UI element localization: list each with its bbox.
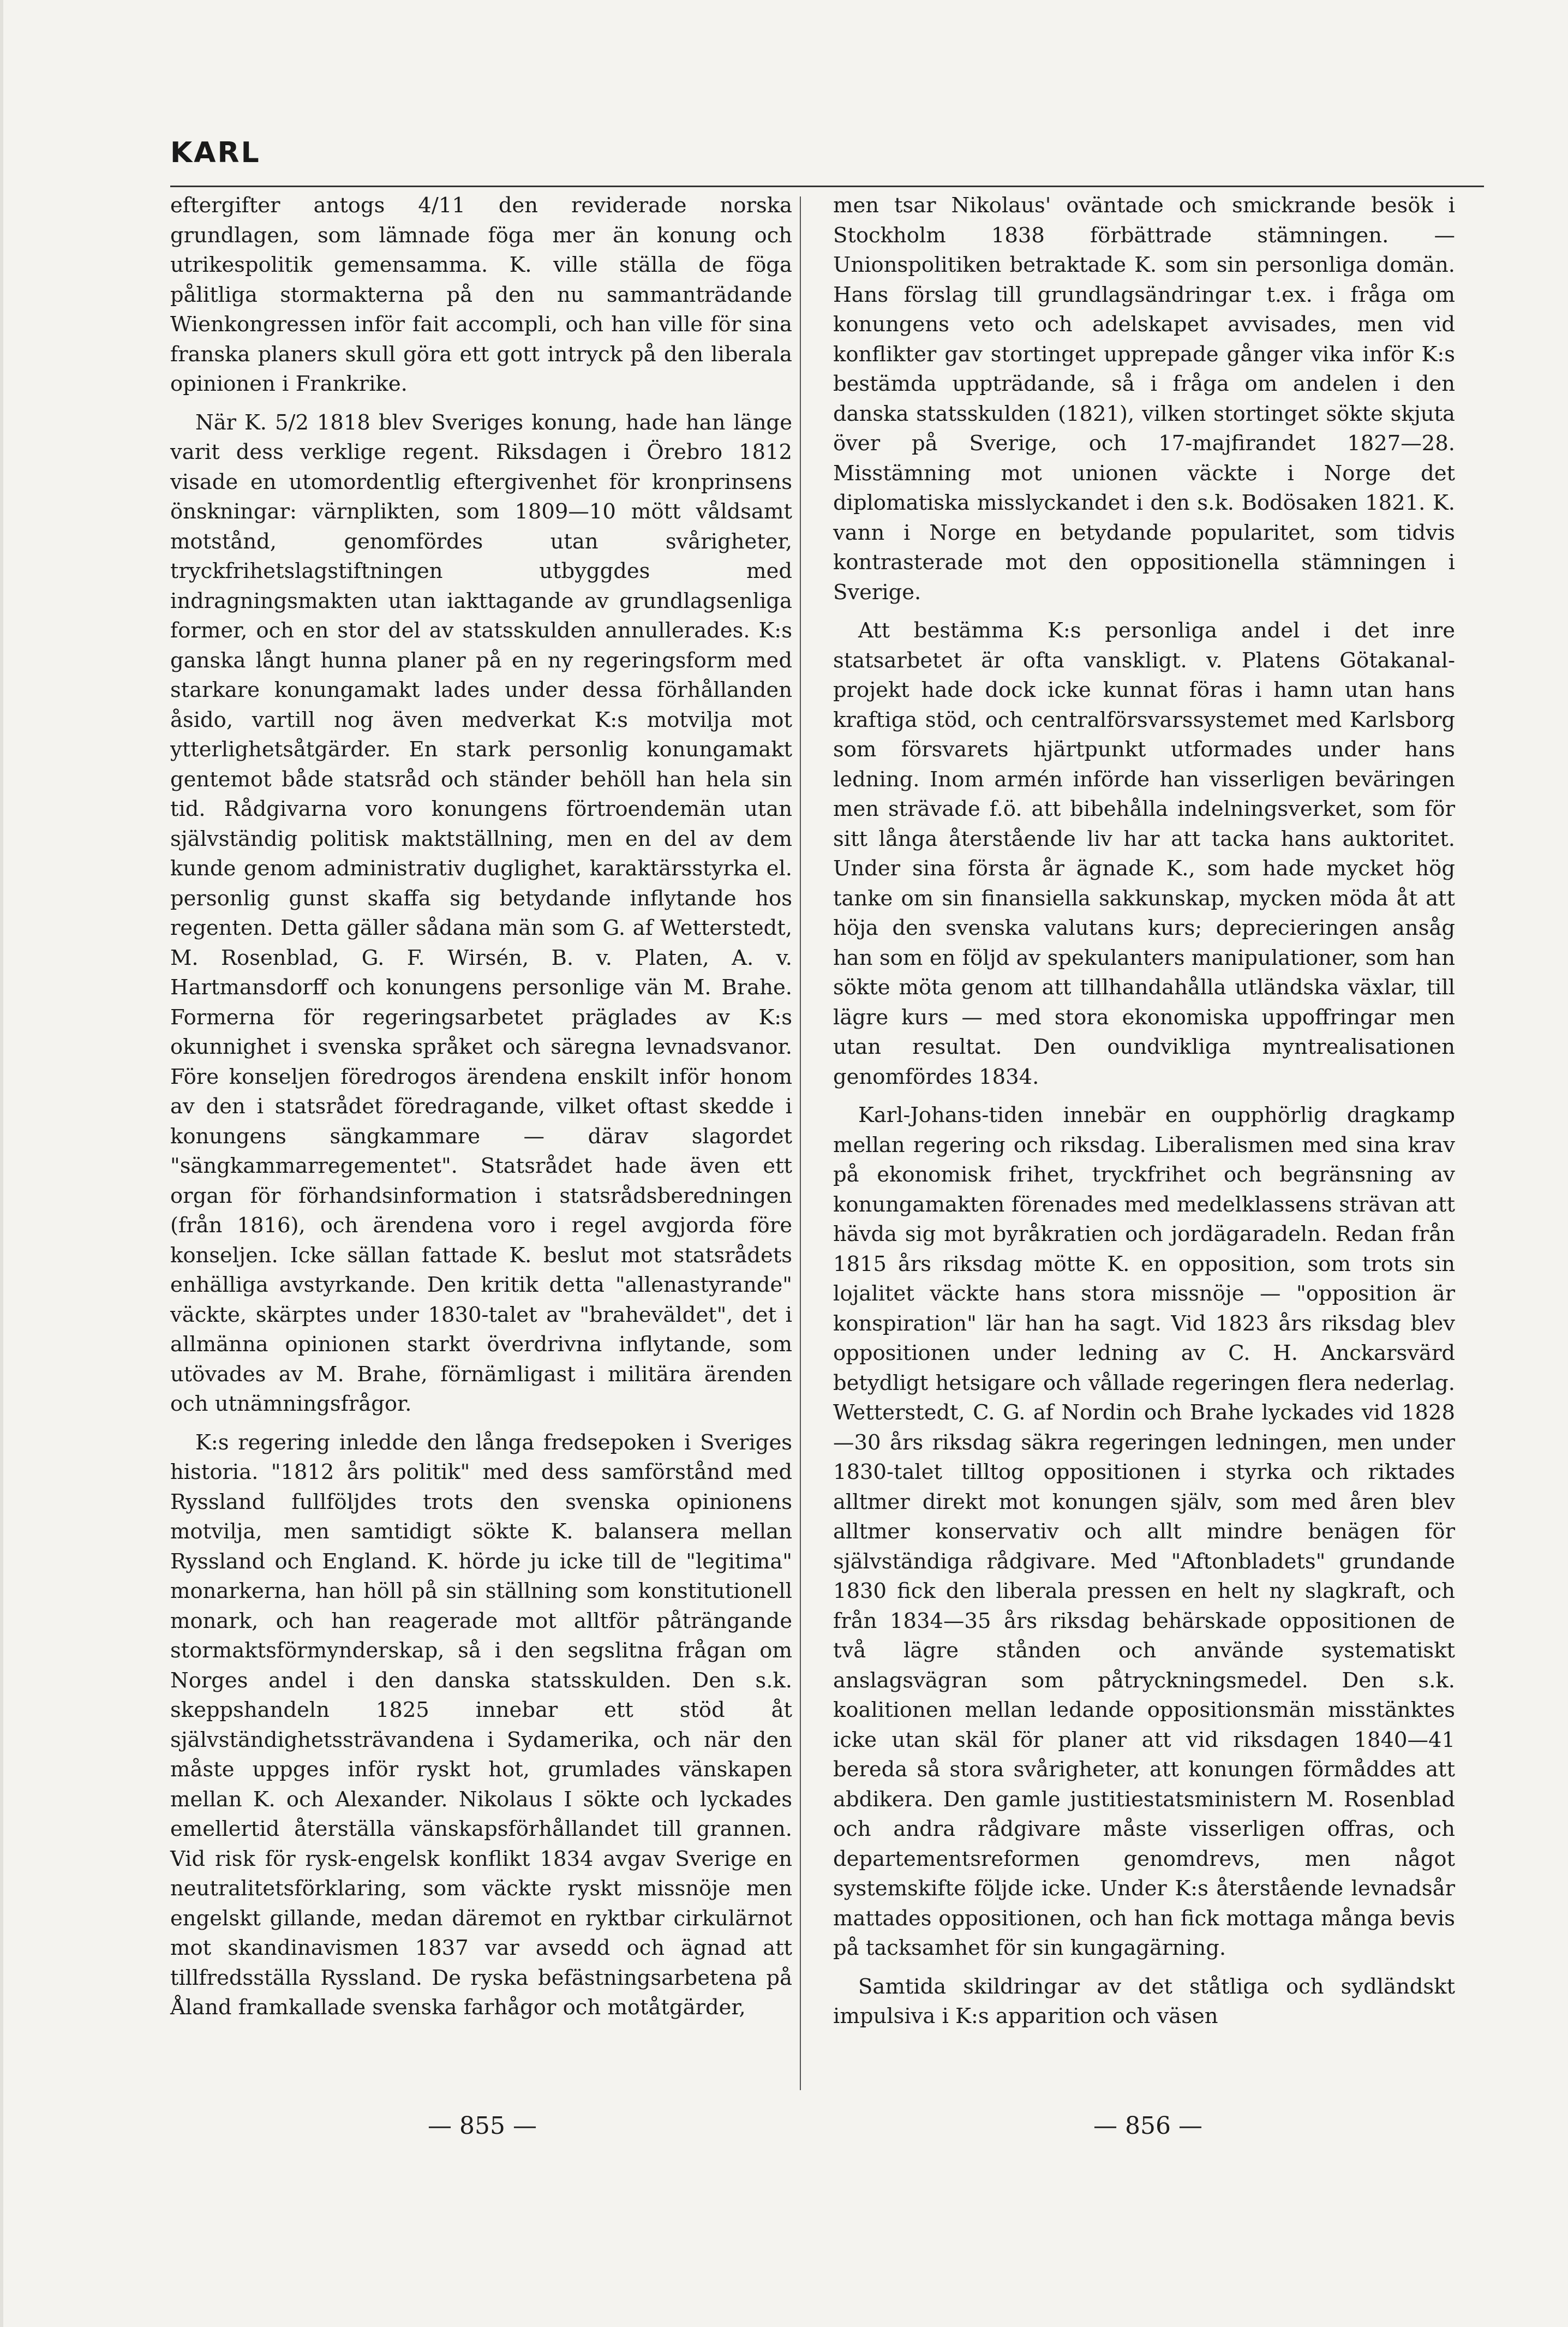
paragraph: När K. 5/2 1818 blev Sveriges konung, hade han länge varit dess verklige regent. Riksdagen i Örebro 1812 visade en utomordentlig eftergivenhet för kronprinsens önskningar: värnplikten, som 1809—10 mött våldsamt motstånd, genomfördes utan svårigheter, tryckfrihetslagstiftningen utbyggdes med indragningsmakten utan iakttagande av grundlagsenliga former, och en stor del av statsskulden annullerades. K:s ganska långt hunna planer på en ny regeringsform med starkare konungamakt lades under dessa förhållanden åsido, vartill nog även medverkat K:s motvilja mot ytterlighetsåtgärder. En stark personlig konungamakt gentemot både statsråd och ständer behöll han hela sin tid. Rådgivarna voro konungens förtroendemän utan självständig politisk maktställning, men en del av dem kunde genom administrativ duglighet, karaktärsstyrka el. personlig gunst skaffa sig betydande inflytande hos regenten. Detta gäller sådana män som G. af Wetterstedt, M. Rosenblad, G. F. Wirsén, B. v. Platen, A. v. Hartmansdorff och konungens personlige vän M. Brahe. Formerna för regeringsarbetet präglades av K:s okunnighet i svenska språket och säregna levnadsvanor. Före konseljen föredrogos ärendena enskilt inför honom av den i statsrådet föredragande, vilket oftast skedde i konungens sängkammare — därav slagordet "sängkammarregementet". Statsrådet hade även ett organ för förhandsinformation i statsrådsberedningen (från 1816), och ärendena voro i regel avgjorda före konseljen. Icke sällan fattade K. beslut mot statsrådets enhälliga avstyrkande. Den kritik detta "allenastyrande" väckte, skärptes under 1830-talet av "braheväldet", det i allmänna opinionen starkt överdrivna inflytande, som utövades av M. Brahe, förnämligast i militära ärenden och utnämningsfrågor. [170,410,792,1416]
paragraph: eftergifter antogs 4/11 den reviderade norska grundlagen, som lämnade föga mer än konung och utrikespolitik gemensamma. K. ville ställa de föga pålitliga stormakterna på den nu sammanträdande Wienkongressen inför fait accompli, och han ville för sina franska planers skull göra ett gott intryck på den liberala opinionen i Frankrike. [170,193,792,396]
paragraph: K:s regering inledde den långa fredsepoken i Sveriges historia. "1812 års politik" med dess samförstånd med Ryssland fullföljdes trots den svenska opinionens motvilja, men samtidigt sökte K. balansera mellan Ryssland och England. K. hörde ju icke till de "legitima" monarkerna, han höll på sin ställning som konstitutionell monark, och han reagerade mot alltför påträngande stormaktsförmynderskap, så i den segslitna frågan om Norges andel i den danska statsskulden. Den s.k. skeppshandeln 1825 innebar ett stöd åt självständighetssträvandena i Sydamerika, och när den måste uppges inför ryskt hot, grumlades vänskapen mellan K. och Alexander. Nikolaus I sökte och lyckades emellertid återställa vänskapsförhållandet till grannen. Vid risk för rysk-engelsk konflikt 1834 avgav Sverige en neutralitetsförklaring, som väckte ryskt missnöje men engelskt gillande, medan däremot en ryktbar cirkulärnot mot skandinavismen 1837 var avsedd och ägnad att tillfredsställa Ryssland. De ryska befästningsarbetena på Åland framkallade svenska farhågor och motåtgärder, [170,1430,792,2020]
running-head: KARL [170,136,261,169]
page-number-right: — 856 — [1093,2112,1202,2140]
paragraph: Karl-Johans-tiden innebär en oupphörlig dragkamp mellan regering och riksdag. Liberalismen med sina krav på ekonomisk frihet, tryckfrihet och begränsning av konungamakten förenades med medelklassens strävan att hävda sig mot byråkratien och jordägaradeln. Redan från 1815 års riksdag mötte K. en opposition, som trots sin lojalitet väckte hans stora missnöje — "opposition är konspiration" lär han ha sagt. Vid 1823 års riksdag blev oppositionen under ledning av C. H. Anckarsvärd betydligt hetsigare och vållade regeringen flera nederlag. Wetterstedt, C. G. af Nordin och Brahe lyckades vid 1828—30 års riksdag säkra regeringen ledningen, men under 1830-talet tilltog oppositionen i styrka och riktades alltmer direkt mot konungen själv, som med åren blev alltmer konservativ och allt mindre benägen för självständiga rådgivare. Med "Aftonbladets" grundande 1830 fick den liberala pressen en helt ny slagkraft, och från 1834—35 års riksdag behärskade oppositionen de två lägre stånden och använde systematiskt anslagsvägran som påtryckningsmedel. Den s.k. koalitionen mellan ledande oppositionsmän misstänktes icke utan skäl för planer att vid riksdagen 1840—41 bereda så stora svårigheter, att konungen förmåddes att abdikera. Den gamle justitiestatsministern M. Rosenblad och andra rådgivare måste visserligen offras, och departementsreformen genomdrevs, men något systemskifte följde icke. Under K:s återstående levnadsår mattades oppositionen, och han fick mottaga många bevis på tacksamhet för sin kungagärning. [833,1103,1455,1960]
paragraph: Att bestämma K:s personliga andel i det inre statsarbetet är ofta vanskligt. v. Platens Götakanal-projekt hade dock icke kunnat föras i hamn utan hans kraftiga stöd, och centralförsvarssystemet med Karlsborg som försvarets hjärtpunkt utformades under hans ledning. Inom armén införde han visserligen beväringen men strävade f.ö. att bibehålla indelningsverket, som för sitt långa återstående liv har att tacka hans auktoritet. Under sina första år ägnade K., som hade mycket hög tanke om sin finansiella sakkunskap, mycken möda åt att höja den svenska valutans kurs; deprecieringen ansåg han som en följd av spekulanters manipulationer, som han sökte möta genom att tillhandahålla utländska växlar, till lägre kurs — med stora ekonomiska uppoffringar men utan resultat. Den oundvikliga myntrealisationen genomfördes 1834. [833,618,1455,1089]
column-divider [800,196,801,2090]
paragraph: men tsar Nikolaus' oväntade och smickrande besök i Stockholm 1838 förbättrade stämningen. — Unionspolitiken betraktade K. som sin personliga domän. Hans förslag till grundlagsändringar t.ex. i fråga om konungens veto och adelskapet avvisades, men vid konflikter gav stortinget upprepade gånger vika inför K:s bestämda uppträdande, så i fråga om andelen i den danska statsskulden (1821), vilken stortinget sökte skjuta över på Sverige, och 17-majfirandet 1827—28. Misstämning mot unionen väckte i Norge det diplomatiska misslyckandet i den s.k. Bodösaken 1821. K. vann i Norge en betydande popularitet, som tidvis kontrasterade mot den oppositionella stämningen i Sverige. [833,193,1455,605]
left-column [170,191,792,2032]
right-column [833,191,1455,2040]
paragraph: Samtida skildringar av det ståtliga och sydländskt impulsiva i K:s apparition och väsen [833,1974,1455,2028]
header-rule [170,186,1484,187]
page-number-left: — 855 — [428,2112,537,2140]
